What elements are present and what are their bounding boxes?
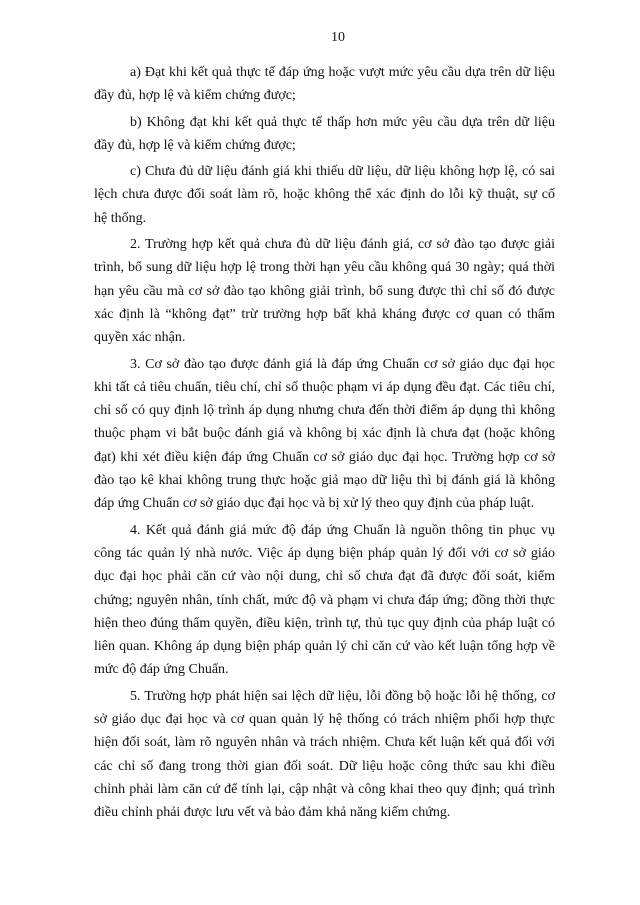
paragraph-line: 3. Cơ sở đào tạo được đánh giá là đáp ứng Chuẩn cơ sở giáo dục đại học <box>130 356 555 372</box>
paragraph-line: trình, bổ sung dữ liệu hợp lệ trong thời hạn yêu cầu không quá 30 ngày; quá thời <box>94 260 555 276</box>
paragraph-line: dục đại học phải căn cứ vào nội dung, chỉ số chưa đạt đã được đối soát, kiểm <box>94 569 555 585</box>
paragraph-line: thuộc phạm vi bắt buộc đánh giá và không bị xác định là chưa đạt (hoặc không <box>94 426 555 442</box>
paragraph-line: đầy đủ, hợp lệ và kiểm chứng được; <box>94 88 296 104</box>
paragraph-line: các chỉ số đang trong thời gian đối soát. Dữ liệu hoặc công thức sau khi điều <box>94 758 555 774</box>
paragraph-line: liên quan. Không áp dụng biện pháp quản lý chỉ căn cứ vào kết luận tổng hợp về <box>94 639 555 655</box>
paragraph-line: a) Đạt khi kết quả thực tế đáp ứng hoặc vượt mức yêu cầu dựa trên dữ liệu <box>130 65 555 80</box>
paragraph-item-c <box>94 160 555 230</box>
paragraph-line: hạn yêu cầu mà cơ sở đào tạo không giải trình, bổ sung được thì chỉ số đó được <box>94 283 555 299</box>
paragraph-line: mức độ đáp ứng Chuẩn. <box>94 662 229 678</box>
paragraph-clause-4 <box>94 519 555 682</box>
paragraph-line: điều chỉnh phải được lưu vết và bảo đảm khả năng kiểm chứng. <box>94 805 451 821</box>
paragraph-line: c) Chưa đủ dữ liệu đánh giá khi thiếu dữ liệu, dữ liệu không hợp lệ, có sai <box>130 164 555 180</box>
paragraph-line: lệch chưa được đối soát làm rõ, hoặc không thể xác định do lỗi kỹ thuật, sự cố <box>94 187 555 203</box>
paragraph-line: hiện đối soát, làm rõ nguyên nhân và trách nhiệm. Chưa kết luận kết quả đối với <box>94 735 555 751</box>
paragraph-line: sở giáo dục đại học và cơ quan quản lý hệ thống có trách nhiệm phối hợp thực <box>94 712 555 728</box>
paragraph-clause-2 <box>94 233 555 349</box>
paragraph-item-a <box>94 61 555 108</box>
paragraph-line: đầy đủ, hợp lệ và kiểm chứng được; <box>94 137 296 153</box>
paragraph-line: chỉnh phải làm căn cứ để tính lại, cập nhật và công khai theo quy định; quá trình <box>94 781 555 797</box>
document-body <box>94 61 555 828</box>
paragraph-line: công tác quản lý nhà nước. Việc áp dụng biện pháp quản lý đối với cơ sở giáo <box>94 545 555 561</box>
page-number: 10 <box>331 30 345 45</box>
paragraph-line: khi tất cả tiêu chuẩn, tiêu chí, chỉ số thuộc phạm vi áp dụng đều đạt. Các tiêu chí, <box>94 379 555 395</box>
paragraph-line: b) Không đạt khi kết quả thực tế thấp hơn mức yêu cầu dựa trên dữ liệu <box>130 114 555 130</box>
paragraph-line: 4. Kết quả đánh giá mức độ đáp ứng Chuẩn là nguồn thông tin phục vụ <box>130 522 555 538</box>
paragraph-clause-3 <box>94 353 555 516</box>
paragraph-line: 2. Trường hợp kết quả chưa đủ dữ liệu đánh giá, cơ sở đào tạo được giải <box>130 237 555 253</box>
paragraph-line: xác định là “không đạt” trừ trường hợp bất khả kháng được cơ quan có thẩm <box>94 306 555 322</box>
paragraph-line: chỉ số có quy định lộ trình áp dụng nhưng chưa đến thời điểm áp dụng thì không <box>94 403 555 419</box>
paragraph-line: đào tạo kê khai không trung thực hoặc giả mạo dữ liệu thì bị đánh giá là không <box>94 473 555 489</box>
paragraph-line: đạt) khi xét điều kiện đáp ứng Chuẩn cơ sở giáo dục đại học. Trường hợp cơ sở <box>94 449 555 465</box>
paragraph-item-b <box>94 111 555 158</box>
paragraph-line: 5. Trường hợp phát hiện sai lệch dữ liệu, lỗi đồng bộ hoặc lỗi hệ thống, cơ <box>130 688 555 704</box>
paragraph-line: quyền xác nhận. <box>94 330 186 346</box>
paragraph-line: hệ thống. <box>94 210 147 226</box>
paragraph-line: hiện theo đúng thẩm quyền, điều kiện, trình tự, thủ tục quy định của pháp luật có <box>94 615 555 631</box>
paragraph-line: chứng; nguyên nhân, tính chất, mức độ và phạm vi chưa đáp ứng; đồng thời thực <box>94 592 555 608</box>
paragraph-line: đáp ứng Chuẩn cơ sở giáo dục đại học và bị xử lý theo quy định của pháp luật. <box>94 496 535 512</box>
paragraph-clause-5 <box>94 685 555 825</box>
